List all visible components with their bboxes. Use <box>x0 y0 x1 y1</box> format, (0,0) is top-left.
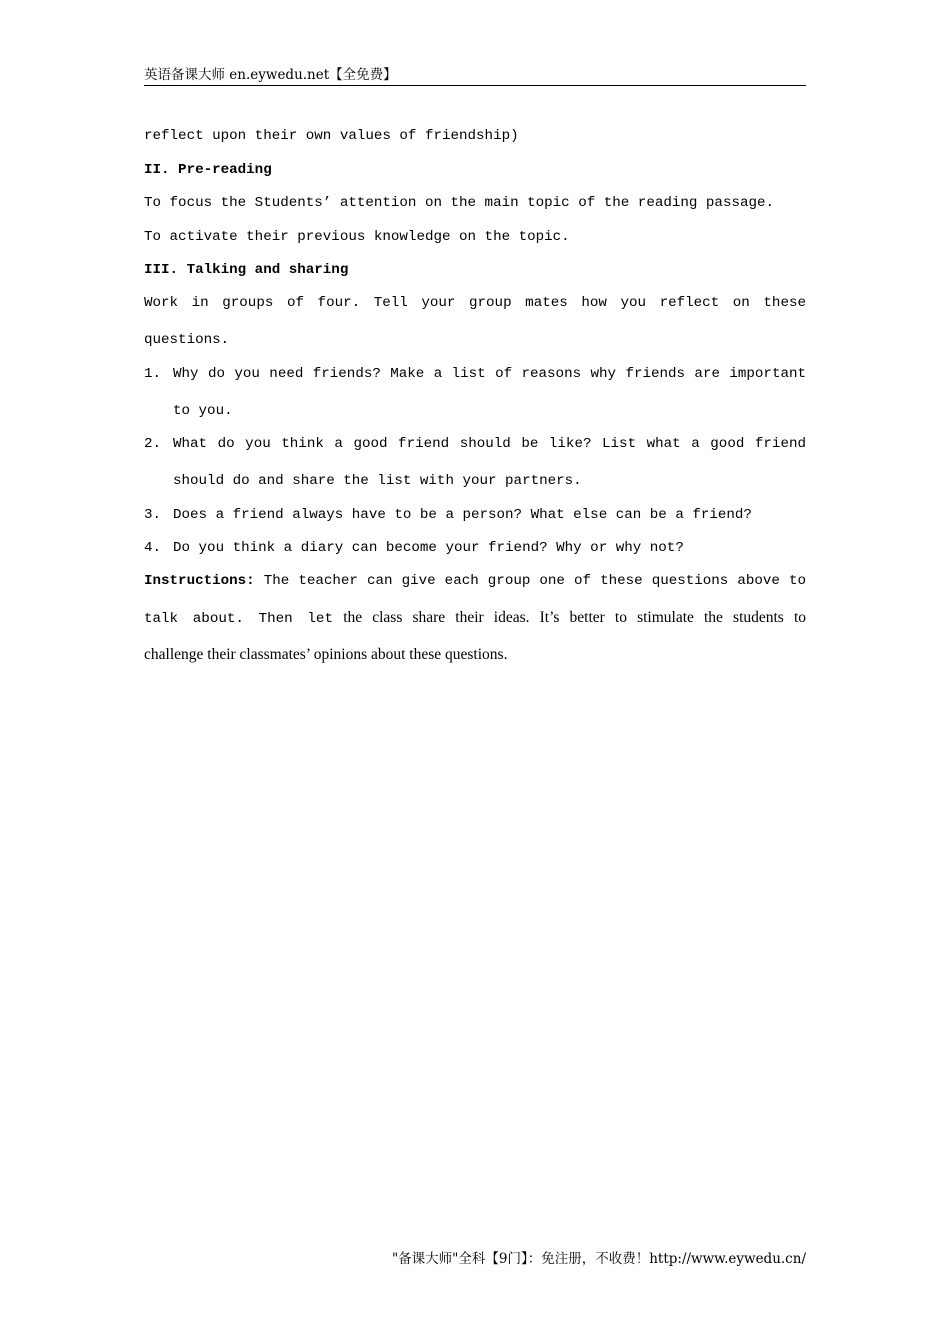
instructions-text: The teacher can give each group one of these questions above to <box>263 573 807 589</box>
question-text-line-2: to you. <box>173 403 233 419</box>
question-number: 3. <box>144 507 162 523</box>
instructions-line-2 <box>144 607 806 629</box>
talking-intro-line-1: Work in groups of four. Tell your group mates how you reflect on these <box>144 295 806 311</box>
instructions-text-mono: talk about. Then let <box>144 611 333 627</box>
instructions-line-1 <box>144 570 806 592</box>
question-number: 4. <box>144 540 162 556</box>
question-number: 2. <box>144 436 162 452</box>
page-footer: "备课大师"全科【9门】：免注册，不收费！http://www.eywedu.cn/ <box>391 1251 806 1267</box>
objectives-line-end: reflect upon their own values of friendship) <box>144 128 519 144</box>
question-text-line-1: Does a friend always have to be a person? What else can be a friend? <box>173 507 752 523</box>
section-pre-reading-heading: II. Pre-reading <box>144 162 272 178</box>
instructions-line-3: challenge their classmates’ opinions about these questions. <box>144 646 508 663</box>
question-number: 1. <box>144 366 162 382</box>
talking-intro-line-2: questions. <box>144 332 230 348</box>
question-text-line-2: should do and share the list with your partners. <box>173 473 582 489</box>
section-talking-heading: III. Talking and sharing <box>144 262 349 278</box>
question-text-line-1: Do you think a diary can become your friend? Why or why not? <box>173 540 684 556</box>
page-header: 英语备课大师 en.eywedu.net【全免费】 <box>144 66 806 86</box>
question-text-line-1: Why do you need friends? Make a list of reasons why friends are important <box>173 366 806 382</box>
instructions-text-serif: the class share their ideas. It’s better to stimulate the students to <box>343 609 807 626</box>
question-text-line-1: What do you think a good friend should be like? List what a good friend <box>173 436 806 452</box>
pre-reading-line-1: To focus the Students’ attention on the main topic of the reading passage. <box>144 195 775 211</box>
pre-reading-line-2: To activate their previous knowledge on the topic. <box>144 229 570 245</box>
instructions-label: Instructions: <box>144 573 255 589</box>
